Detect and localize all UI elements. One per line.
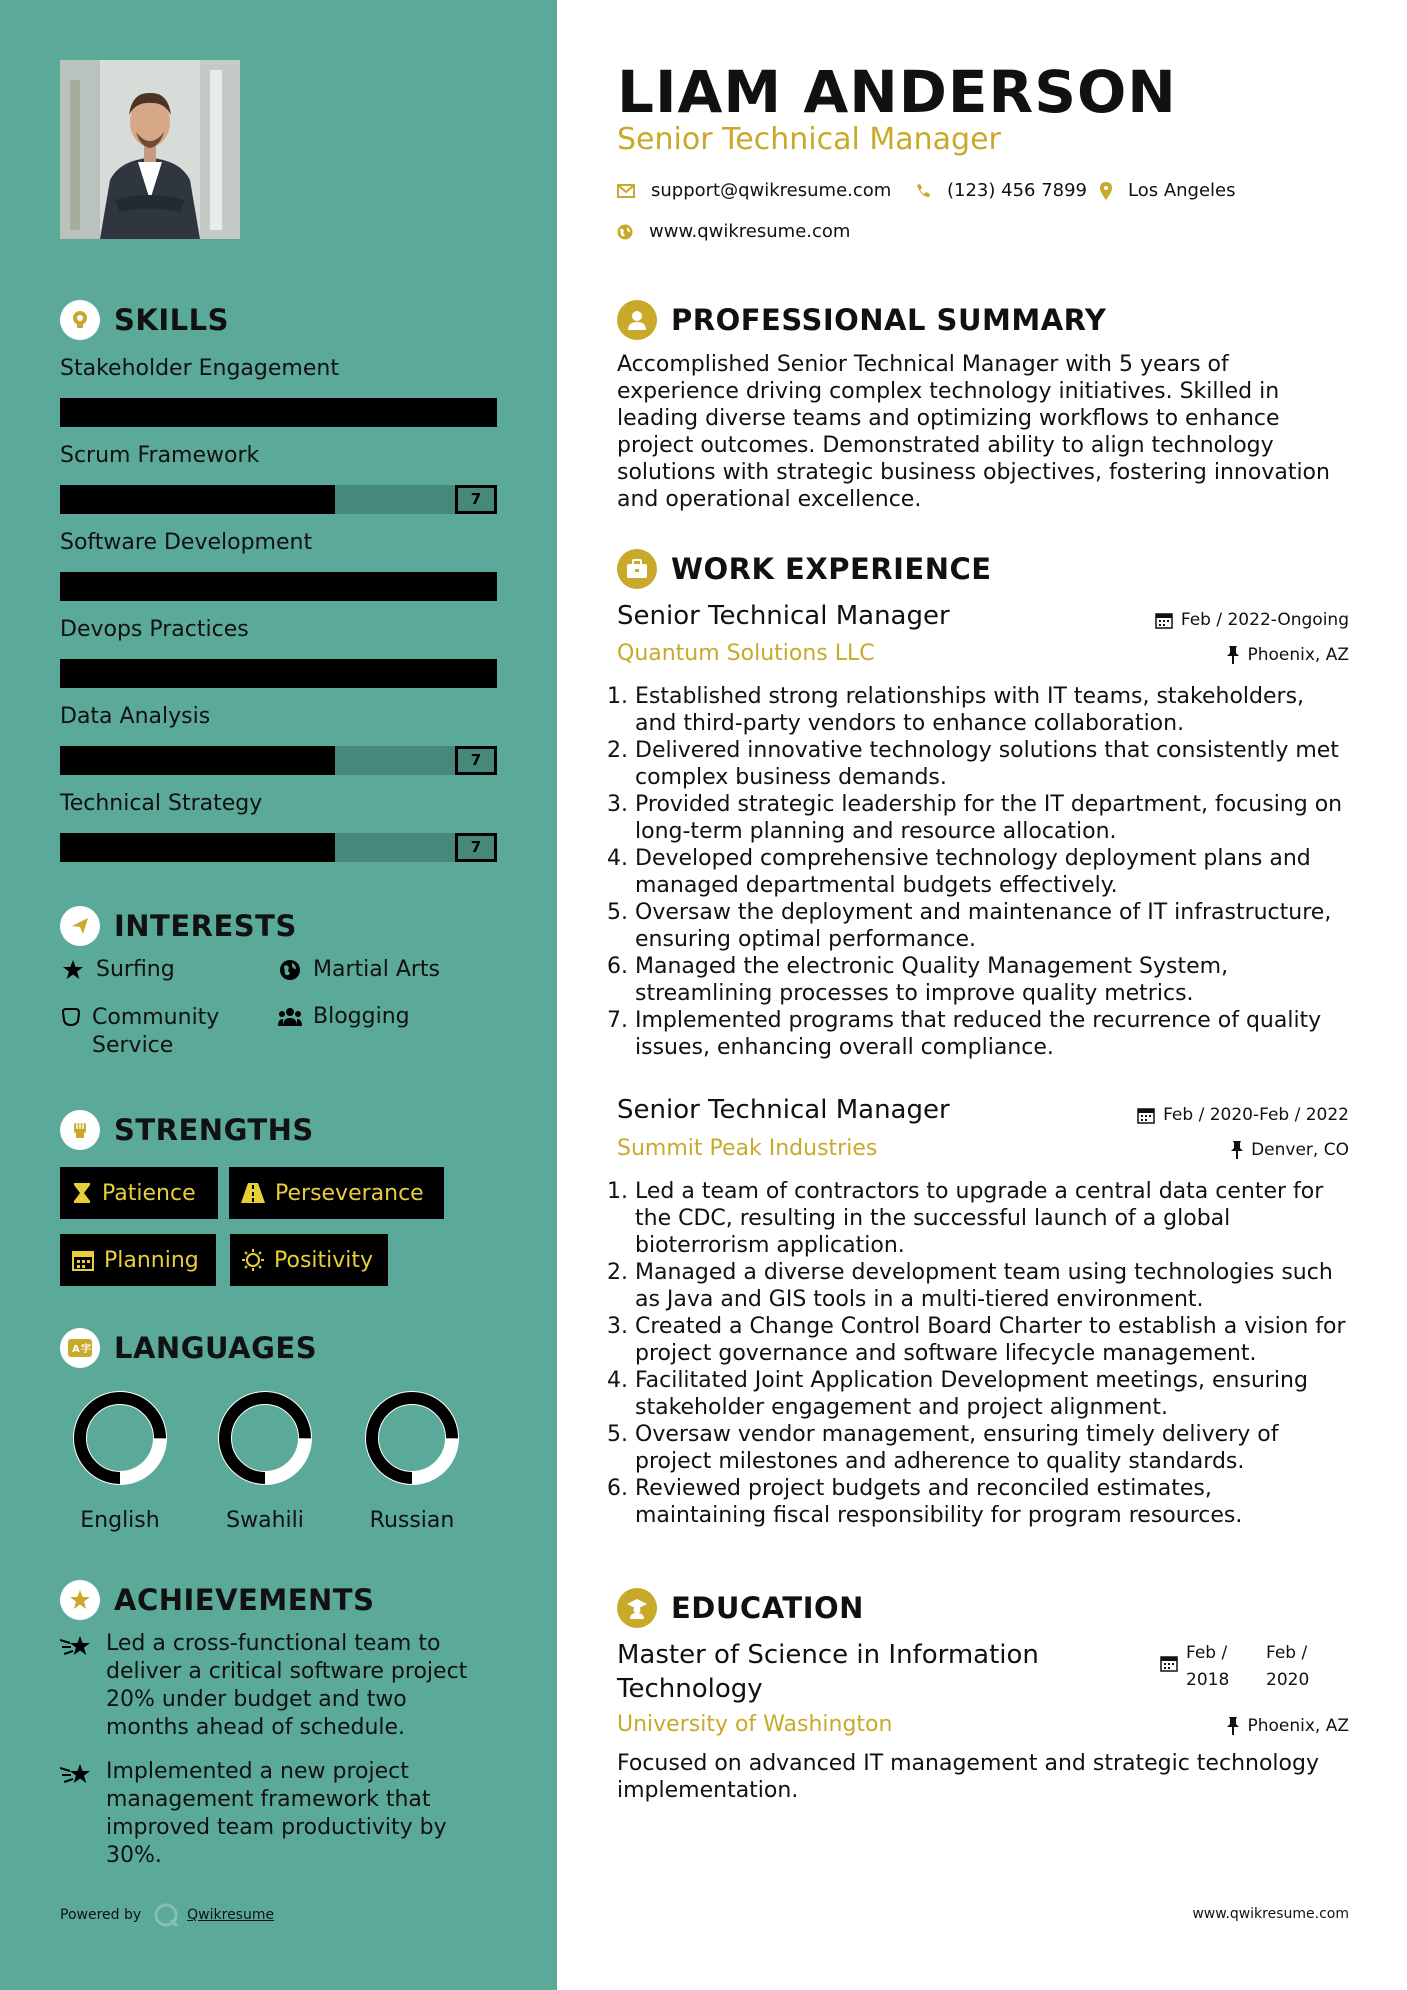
pushpin-icon — [1227, 1717, 1239, 1735]
envelope-icon — [617, 184, 635, 198]
strength-badge: Positivity — [230, 1234, 388, 1286]
strength-badge: Perseverance — [229, 1167, 444, 1219]
education-school: University of Washington — [617, 1712, 893, 1737]
skill-name: Devops Practices — [60, 617, 249, 642]
interests-header — [60, 906, 505, 946]
profile-photo — [60, 60, 240, 239]
interests-heading: INTERESTS — [114, 909, 297, 943]
duty-item: 7. Implemented programs that reduced the recurrence of quality issues, enhancing overall compliance. — [635, 1007, 1347, 1061]
skill-name: Technical Strategy — [60, 791, 263, 816]
job-company: Summit Peak Industries — [617, 1136, 878, 1161]
strengths-header — [60, 1110, 505, 1150]
skill-bar — [60, 833, 497, 862]
user-icon — [617, 300, 657, 340]
skill-name: Data Analysis — [60, 704, 211, 729]
experience-heading: WORK EXPERIENCE — [671, 552, 992, 586]
skill-bar — [60, 398, 497, 427]
interest-item: Martial Arts — [277, 957, 440, 982]
skill-bar — [60, 572, 497, 601]
globe-icon — [617, 224, 633, 240]
language-name: Russian — [369, 1508, 455, 1533]
skill-level: 10 — [455, 659, 497, 688]
achievement-item: Led a cross-functional team to deliver a critical software project 20% under budget and two months ahead of schedule. — [60, 1630, 490, 1742]
pushpin-icon — [1231, 1141, 1243, 1159]
achievements-section — [60, 1580, 505, 1620]
achievement-item: Implemented a new project management framework that improved team productivity by 30%. — [60, 1758, 490, 1870]
award-star-icon — [60, 1580, 100, 1620]
skill-level: 7 — [455, 833, 497, 862]
language-item — [205, 1388, 325, 1533]
skill-name: Stakeholder Engagement — [60, 356, 339, 381]
skills-list — [60, 348, 505, 870]
star-icon — [60, 957, 86, 981]
interest-item: Blogging — [277, 1004, 410, 1029]
job-dates: Feb / 2020-Feb / 2022 — [1137, 1105, 1349, 1125]
job-duties — [617, 683, 1347, 1061]
education-location: Phoenix, AZ — [1227, 1716, 1349, 1736]
summary-header — [617, 300, 1106, 340]
skill-bar — [60, 485, 497, 514]
education-degree: Master of Science in Information Technology — [617, 1640, 1039, 1704]
strengths-section — [60, 1110, 505, 1150]
duty-item: 5. Oversaw vendor management, ensuring timely delivery of project milestones and adherence to quality standards. — [635, 1421, 1347, 1475]
duty-item: 3. Provided strategic leadership for the IT department, focusing on long-term planning and resource allocation. — [635, 791, 1347, 845]
svg-text:A: A — [72, 1344, 80, 1355]
skill-level: 10 — [455, 572, 497, 601]
skill-item — [60, 348, 505, 435]
duty-item: 6. Reviewed project budgets and reconciled estimates, maintaining fiscal responsibility for program resources. — [635, 1475, 1347, 1529]
fist-icon — [60, 1110, 100, 1150]
users-icon — [277, 1004, 303, 1028]
skill-level: 7 — [455, 746, 497, 775]
language-ring — [215, 1388, 315, 1488]
interest-item: Community Service — [60, 1004, 260, 1060]
skill-item — [60, 522, 505, 609]
svg-text:字: 字 — [81, 1344, 91, 1355]
paper-plane-icon — [60, 906, 100, 946]
skill-bar-fill — [60, 485, 335, 514]
contact-phone: (123) 456 7899 — [915, 180, 1087, 201]
skills-header — [60, 300, 505, 340]
job-location: Denver, CO — [1231, 1140, 1349, 1160]
map-pin-icon — [1100, 182, 1112, 200]
education-header — [617, 1588, 864, 1628]
shooting-star-icon — [60, 1630, 106, 1742]
skill-item — [60, 435, 505, 522]
hourglass-icon — [72, 1182, 92, 1204]
languages-header — [60, 1328, 505, 1368]
duty-item: 6. Managed the electronic Quality Management System, streamlining processes to improve quality metrics. — [635, 953, 1347, 1007]
experience-header — [617, 549, 992, 589]
duty-item: 5. Oversaw the deployment and maintenance of IT infrastructure, ensuring optimal performance. — [635, 899, 1347, 953]
language-ring — [362, 1388, 462, 1488]
skill-bar-fill — [60, 572, 497, 601]
strengths-heading: STRENGTHS — [114, 1113, 314, 1147]
contact-email: support@qwikresume.com — [617, 180, 891, 201]
strength-badge: Planning — [60, 1234, 216, 1286]
qwikresume-logo-icon — [153, 1902, 179, 1928]
duty-item: 2. Delivered innovative technology solutions that consistently met complex business demands. — [635, 737, 1347, 791]
summary-heading: PROFESSIONAL SUMMARY — [671, 303, 1107, 337]
job-title: Senior Technical Manager — [617, 1095, 950, 1125]
duty-item: 1. Established strong relationships with IT teams, stakeholders, and third-party vendors to enhance collaboration. — [635, 683, 1347, 737]
skill-name: Software Development — [60, 530, 313, 555]
job-title: Senior Technical Manager — [617, 601, 950, 631]
contact-website: www.qwikresume.com — [617, 221, 850, 242]
skill-bar — [60, 746, 497, 775]
phone-icon — [915, 183, 931, 199]
strength-badge: Patience — [60, 1167, 218, 1219]
candidate-title: Senior Technical Manager — [617, 122, 1001, 157]
skill-bar-fill — [60, 659, 497, 688]
road-icon — [241, 1183, 265, 1203]
duty-item: 1. Led a team of contractors to upgrade a central data center for the CDC, resulting in the successful launch of a global bioterrorism application. — [635, 1178, 1347, 1259]
globe-icon — [277, 957, 303, 981]
job-duties — [617, 1178, 1347, 1529]
powered-by: Powered by Qwikresume — [60, 1902, 274, 1928]
skill-bar — [60, 659, 497, 688]
job-location: Phoenix, AZ — [1227, 645, 1349, 665]
footer-url: www.qwikresume.com — [1192, 1906, 1349, 1922]
languages-section — [60, 1328, 505, 1368]
achievements-header — [60, 1580, 505, 1620]
shooting-star-icon — [60, 1758, 106, 1870]
job-dates: Feb / 2022-Ongoing — [1155, 610, 1349, 630]
language-item — [60, 1388, 180, 1533]
sun-icon — [242, 1249, 264, 1271]
job-company: Quantum Solutions LLC — [617, 641, 875, 666]
language-item — [352, 1388, 472, 1533]
calendar-icon — [1160, 1640, 1178, 1672]
qwikresume-link[interactable]: Qwikresume — [187, 1907, 275, 1923]
skills-section — [60, 300, 505, 870]
skill-bar-fill — [60, 398, 497, 427]
summary-text: Accomplished Senior Technical Manager with 5 years of experience driving complex technology initiatives. Skilled in leading diverse teams and optimizing workflows to enhance project outcomes. Demonstrated ability to align technology solutions with strategic business objectives, fostering innovation and operational excellence. — [617, 352, 1330, 512]
achievements-heading: ACHIEVEMENTS — [114, 1583, 375, 1617]
education-dates: Feb / 2018 Feb / 2020 — [1160, 1640, 1309, 1694]
skill-bar-fill — [60, 833, 335, 862]
contact-location: Los Angeles — [1100, 180, 1236, 201]
translate-icon — [60, 1328, 100, 1368]
language-name: English — [80, 1508, 160, 1533]
skill-name: Scrum Framework — [60, 443, 260, 468]
skill-item — [60, 783, 505, 870]
candidate-name: LIAM ANDERSON — [617, 58, 1177, 126]
duty-item: 2. Managed a diverse development team using technologies such as Java and GIS tools in a multi-tiered environment. — [635, 1259, 1347, 1313]
graduate-icon — [617, 1588, 657, 1628]
skill-level: 7 — [455, 485, 497, 514]
skill-bar-fill — [60, 746, 335, 775]
briefcase-icon — [617, 549, 657, 589]
pushpin-icon — [1227, 646, 1239, 664]
language-name: Swahili — [226, 1508, 304, 1533]
skills-heading: SKILLS — [114, 303, 229, 337]
calendar-icon — [1155, 611, 1173, 629]
skill-level: 10 — [455, 398, 497, 427]
education-text: Focused on advanced IT management and strategic technology implementation. — [617, 1751, 1319, 1803]
calendar-icon — [1137, 1106, 1155, 1124]
lightbulb-icon — [60, 300, 100, 340]
education-heading: EDUCATION — [671, 1591, 864, 1625]
skill-item — [60, 609, 505, 696]
duty-item: 4. Facilitated Joint Application Development meetings, ensuring stakeholder engagement and project alignment. — [635, 1367, 1347, 1421]
language-ring — [70, 1388, 170, 1488]
hand-heart-icon — [60, 1004, 82, 1028]
calendar-icon — [72, 1249, 94, 1271]
duty-item: 4. Developed comprehensive technology deployment plans and managed departmental budgets effectively. — [635, 845, 1347, 899]
interest-item: Surfing — [60, 957, 175, 982]
duty-item: 3. Created a Change Control Board Charter to establish a vision for project governance and software lifecycle management. — [635, 1313, 1347, 1367]
skill-item — [60, 696, 505, 783]
sidebar — [0, 0, 557, 1990]
interests-section — [60, 906, 505, 946]
languages-heading: LANGUAGES — [114, 1331, 318, 1365]
